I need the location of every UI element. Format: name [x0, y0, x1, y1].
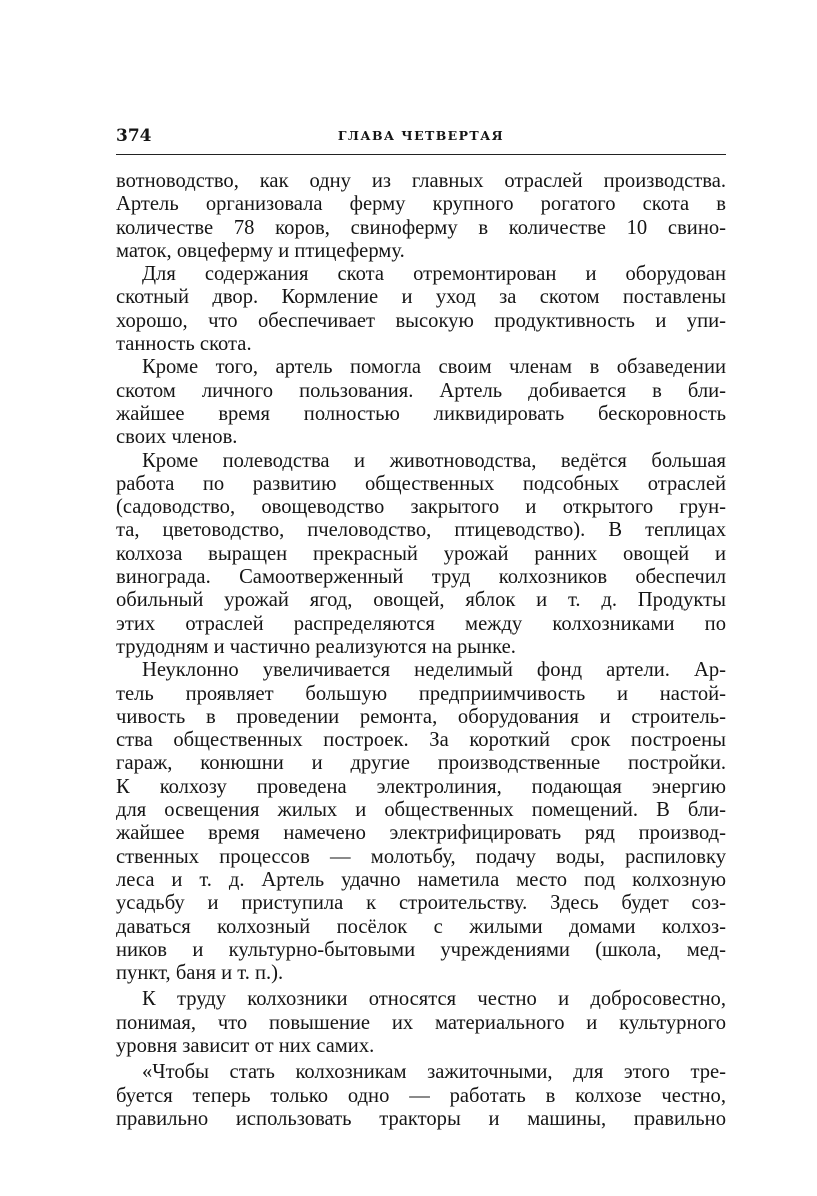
text-line: даваться колхозный посёлок с жилыми домами колхоз- [116, 915, 726, 938]
paragraph [116, 356, 726, 449]
text-line: этих отраслей распределяются между колхозниками по [116, 612, 726, 635]
text-line: К труду колхозники относятся честно и добросовестно, [142, 988, 726, 1011]
text-line: тель проявляет большую предприимчивость и настой- [116, 682, 726, 705]
text-line: колхоза выращен прекрасный урожай ранних овощей и [116, 542, 726, 565]
chapter-title: ГЛАВА ЧЕТВЕРТАЯ [337, 128, 505, 143]
header-rule [116, 154, 726, 155]
text-line: своих членов. [116, 426, 238, 449]
paragraph [116, 659, 726, 985]
text-line: Артель организовала ферму крупного рогатого скота в [116, 193, 726, 216]
text-line: работа по развитию общественных подсобных отраслей [116, 472, 726, 495]
text-line: вотноводство, как одну из главных отраслей производства. [116, 170, 726, 192]
text-line: скотом личного пользования. Артель добивается в бли- [116, 379, 726, 402]
text-line: уровня зависит от них самих. [116, 1034, 375, 1057]
text-line: ства общественных построек. За короткий срок построены [116, 729, 726, 752]
text-line: пункт, баня и т. п.). [116, 962, 284, 985]
text-line: для освещения жилых и общественных помещений. В бли- [116, 799, 726, 822]
text-line: буется теперь только одно — работать в колхозе честно, [116, 1084, 726, 1107]
paragraph [116, 988, 726, 1058]
body-text [116, 170, 726, 1131]
text-line: маток, овцеферму и птицеферму. [116, 239, 405, 262]
text-line: ников и культурно-бытовыми учреждениями (школа, мед- [116, 938, 726, 961]
text-line: хорошо, что обеспечивает высокую продуктивность и упи- [116, 309, 726, 332]
text-line: танность скота. [116, 333, 252, 356]
text-line: К колхозу проведена электролиния, подающая энергию [116, 775, 726, 798]
text-line: понимая, что повышение их материального и культурного [116, 1011, 726, 1034]
text-line: ственных процессов — молотьбу, подачу воды, распиловку [116, 845, 726, 868]
text-line: скотный двор. Кормление и уход за скотом поставлены [116, 286, 726, 309]
paragraph [116, 1061, 726, 1131]
text-line: винограда. Самоотверженный труд колхозников обеспечил [116, 566, 726, 589]
text-line: жайшее время полностью ликвидировать бескоровность [116, 402, 726, 425]
text-line: чивость в проведении ремонта, оборудования и строитель- [116, 705, 726, 728]
page-number: 374 [116, 126, 152, 146]
text-line: трудодням и частично реализуются на рынке. [116, 635, 516, 658]
paragraph [116, 263, 726, 356]
text-line: (садоводство, овощеводство закрытого и открытого грун- [116, 496, 726, 519]
text-line: гараж, конюшни и другие производственные постройки. [116, 752, 726, 775]
text-line: правильно использовать тракторы и машины, правильно [116, 1107, 726, 1130]
text-line: жайшее время намечено электрифицировать ряд производ- [116, 822, 726, 845]
text-line: та, цветоводство, пчеловодство, птицеводство). В теплицах [116, 519, 726, 542]
paragraph [116, 170, 726, 263]
text-line: обильный урожай ягод, овощей, яблок и т. д. Продукты [116, 589, 726, 612]
text-line: леса и т. д. Артель удачно наметила место под колхозную [116, 868, 726, 891]
paragraph [116, 450, 726, 660]
text-line: количестве 78 коров, свиноферму в количестве 10 свино- [116, 216, 726, 239]
text-line: Для содержания скота отремонтирован и оборудован [142, 263, 726, 286]
text-line: «Чтобы стать колхозникам зажиточными, для этого тре- [142, 1061, 726, 1084]
text-line: Кроме полеводства и животноводства, ведётся большая [142, 449, 726, 472]
page-header [116, 126, 726, 154]
text-line: усадьбу и приступила к строительству. Здесь будет соз- [116, 892, 726, 915]
text-line: Кроме того, артель помогла своим членам в обзаведении [142, 356, 726, 379]
text-line: Неуклонно увеличивается неделимый фонд артели. Ар- [142, 659, 726, 682]
